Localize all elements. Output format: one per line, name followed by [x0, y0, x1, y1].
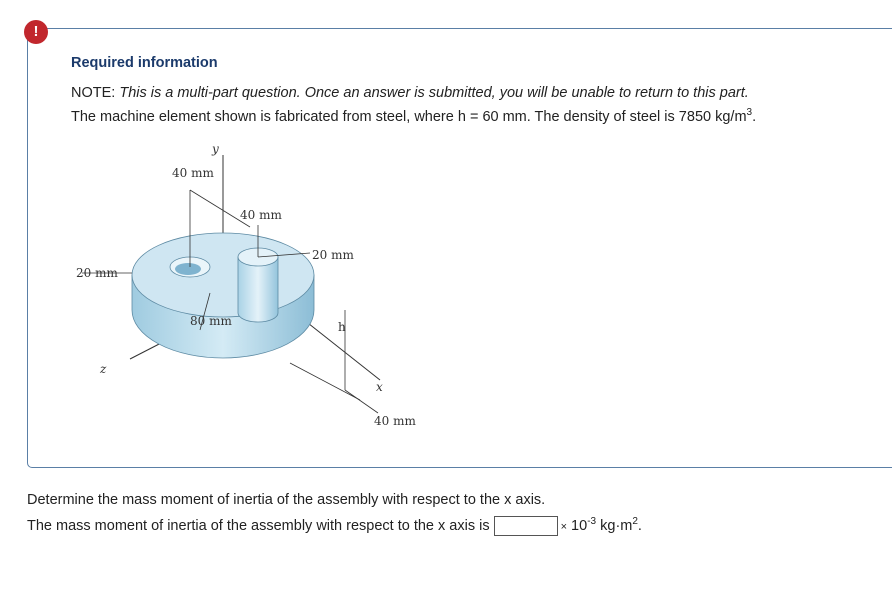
hole-inner — [175, 263, 201, 275]
dim-20-right: 20 mm — [312, 248, 354, 262]
dim-line — [290, 363, 360, 400]
dim-line — [345, 390, 378, 413]
answer-input[interactable] — [494, 516, 558, 536]
note-text: This is a multi-part question. Once an answer is submitted, you will be unable to return to this part. — [119, 85, 749, 101]
question-prompt: Determine the mass moment of inertia of the assembly with respect to the x axis. — [27, 492, 546, 508]
note-label: NOTE: — [71, 85, 116, 101]
answer-unit — [561, 518, 642, 534]
unit-exponent: -3 — [587, 516, 597, 527]
alert-icon: ! — [24, 20, 48, 44]
problem-end: . — [752, 109, 757, 125]
unit-kg: kg·m — [600, 518, 633, 534]
answer-prefix: The mass moment of inertia of the assembly with respect to the x axis is — [27, 518, 490, 534]
dim-20-left: 20 mm — [76, 266, 118, 280]
dim-80: 80 mm — [190, 314, 232, 328]
note-line — [71, 85, 749, 101]
label-z: z — [100, 362, 107, 376]
dim-40-mid: 40 mm — [240, 208, 282, 222]
label-h: h — [338, 320, 346, 334]
required-information-title: Required information — [71, 55, 218, 71]
unit-times: × — [560, 521, 568, 533]
disk-top — [132, 233, 314, 317]
answer-row — [27, 516, 642, 536]
unit-kg-exponent: 2 — [632, 516, 638, 527]
machine-element-figure — [60, 135, 440, 435]
problem-statement — [71, 109, 756, 125]
dim-40-top: 40 mm — [172, 166, 214, 180]
label-y: y — [212, 142, 219, 156]
problem-exponent: 3 — [746, 107, 753, 118]
label-x: x — [376, 380, 383, 394]
dim-40-bottom: 40 mm — [374, 414, 416, 428]
unit-end: . — [637, 518, 642, 534]
unit-base: 10 — [571, 518, 588, 534]
problem-text: The machine element shown is fabricated from steel, where h = 60 mm. The density of steel is 7850 kg/m — [71, 109, 747, 125]
post-side — [238, 257, 278, 322]
